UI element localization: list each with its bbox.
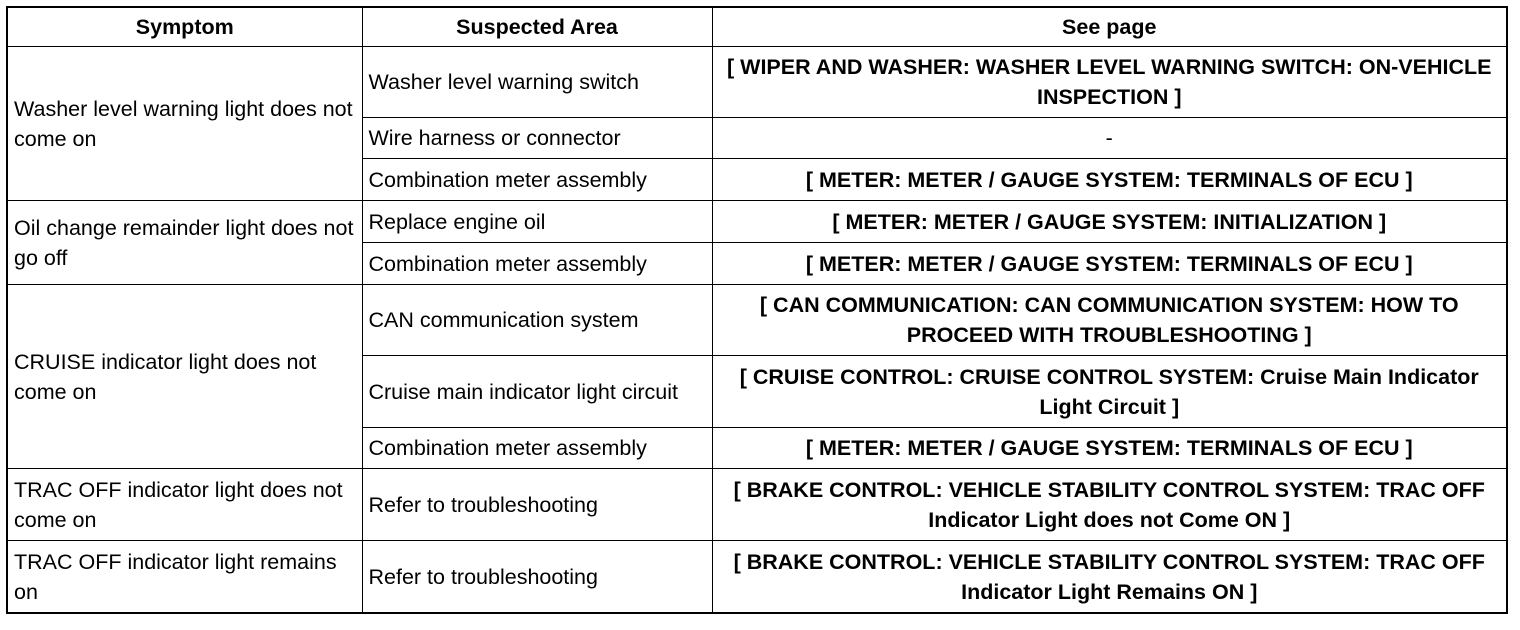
table-row [7,285,1507,356]
symptom-cell: Oil change remainder light does not go off [7,201,362,285]
symptom-cell: Washer level warning light does not come on [7,47,362,201]
symptom-cell: TRAC OFF indicator light remains on [7,541,362,614]
see-page-link[interactable]: [ BRAKE CONTROL: VEHICLE STABILITY CONTROL SYSTEM: TRAC OFF Indicator Light Remains ON ] [712,541,1507,614]
see-page-cell: - [712,118,1507,159]
symptom-cell: CRUISE indicator light does not come on [7,285,362,469]
suspected-area-cell: Cruise main indicator light circuit [362,356,712,428]
see-page-link[interactable]: [ CRUISE CONTROL: CRUISE CONTROL SYSTEM: Cruise Main Indicator Light Circuit ] [712,356,1507,428]
suspected-area-cell: Combination meter assembly [362,428,712,469]
header-row [7,7,1507,47]
suspected-area-cell: Combination meter assembly [362,159,712,201]
suspected-area-cell: Replace engine oil [362,201,712,243]
table-row [7,469,1507,541]
see-page-link[interactable]: [ METER: METER / GAUGE SYSTEM: TERMINALS OF ECU ] [712,243,1507,285]
header-suspected-area: Suspected Area [362,7,712,47]
see-page-link[interactable]: [ WIPER AND WASHER: WASHER LEVEL WARNING SWITCH: ON-VEHICLE INSPECTION ] [712,47,1507,118]
suspected-area-cell: Refer to troubleshooting [362,469,712,541]
see-page-link[interactable]: [ METER: METER / GAUGE SYSTEM: TERMINALS OF ECU ] [712,159,1507,201]
suspected-area-cell: Combination meter assembly [362,243,712,285]
troubleshooting-table [6,6,1508,614]
see-page-link[interactable]: [ BRAKE CONTROL: VEHICLE STABILITY CONTROL SYSTEM: TRAC OFF Indicator Light does not Come ON ] [712,469,1507,541]
suspected-area-cell: Refer to troubleshooting [362,541,712,614]
suspected-area-cell: Washer level warning switch [362,47,712,118]
suspected-area-cell: Wire harness or connector [362,118,712,159]
see-page-link[interactable]: [ METER: METER / GAUGE SYSTEM: TERMINALS OF ECU ] [712,428,1507,469]
see-page-link[interactable]: [ METER: METER / GAUGE SYSTEM: INITIALIZATION ] [712,201,1507,243]
see-page-link[interactable]: [ CAN COMMUNICATION: CAN COMMUNICATION SYSTEM: HOW TO PROCEED WITH TROUBLESHOOTING ] [712,285,1507,356]
table-row [7,47,1507,118]
header-symptom: Symptom [7,7,362,47]
table-row [7,201,1507,243]
table-row [7,541,1507,614]
symptom-cell: TRAC OFF indicator light does not come on [7,469,362,541]
header-see-page: See page [712,7,1507,47]
suspected-area-cell: CAN communication system [362,285,712,356]
